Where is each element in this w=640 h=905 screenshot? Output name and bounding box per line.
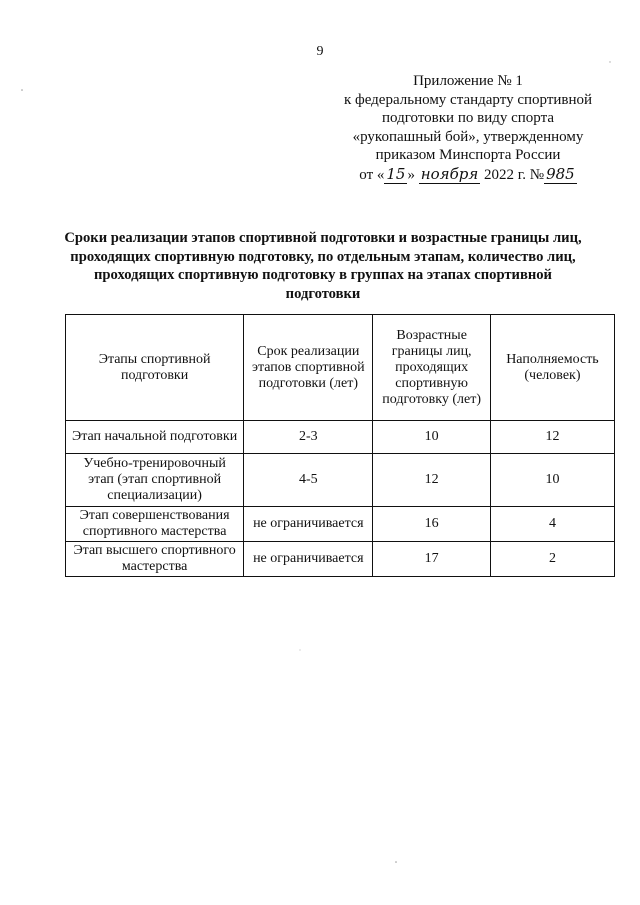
appendix-line-1: Приложение № 1 [413,73,523,89]
cell-stage: Учебно-тренировочный этап (этап спортивной специализации) [66,454,244,507]
cell-stage: Этап совершенствования спортивного мастерства [66,507,244,542]
cell-group-size: 2 [490,542,614,577]
appendix-line-4: «рукопашный бой», утвержденному [352,128,584,145]
cell-group-size: 12 [490,421,614,454]
cell-stage: Этап начальной подготовки [66,421,244,454]
cell-age: 12 [373,454,491,507]
cell-stage: Этап высшего спортивного мастерства [66,542,244,577]
page-number: 9 [316,44,324,59]
header-age-limits: Возрастные границы лиц, проходящих спортивную подготовку (лет) [373,315,491,421]
cell-duration: не ограничивается [244,542,373,577]
date-mid: » [407,166,415,183]
date-prefix: от « [359,166,385,183]
appendix-line-2: к федеральному стандарту спортивной [343,91,593,108]
cell-duration: не ограничивается [244,507,373,542]
appendix-line-5: приказом Минспорта России [375,147,561,163]
appendix-line-3: подготовки по виду спорта [382,110,554,126]
document-title: Сроки реализации этапов спортивной подготовки и возрастные границы лиц, проходящих спортивную подготовку, по отдельным этапам, количество лиц, проходящих спортивную подготовку в группах на этапах спортивной подготовки [64,230,582,302]
cell-age: 16 [373,507,491,542]
cell-age: 17 [373,542,491,577]
header-stages: Этапы спортивной подготовки [66,315,244,421]
header-group-size: Наполняемость (человек) [490,315,614,421]
cell-group-size: 4 [490,507,614,542]
header-duration: Срок реализации этапов спортивной подготовки (лет) [244,315,373,421]
cell-duration: 4-5 [244,454,373,507]
cell-age: 10 [373,421,491,454]
cell-duration: 2-3 [244,421,373,454]
year-text: 2022 г. № [484,166,545,183]
handwritten-month: ноября [420,164,479,183]
handwritten-day: 15 [386,164,406,183]
handwritten-order-number: 985 [546,164,575,183]
cell-group-size: 10 [490,454,614,507]
